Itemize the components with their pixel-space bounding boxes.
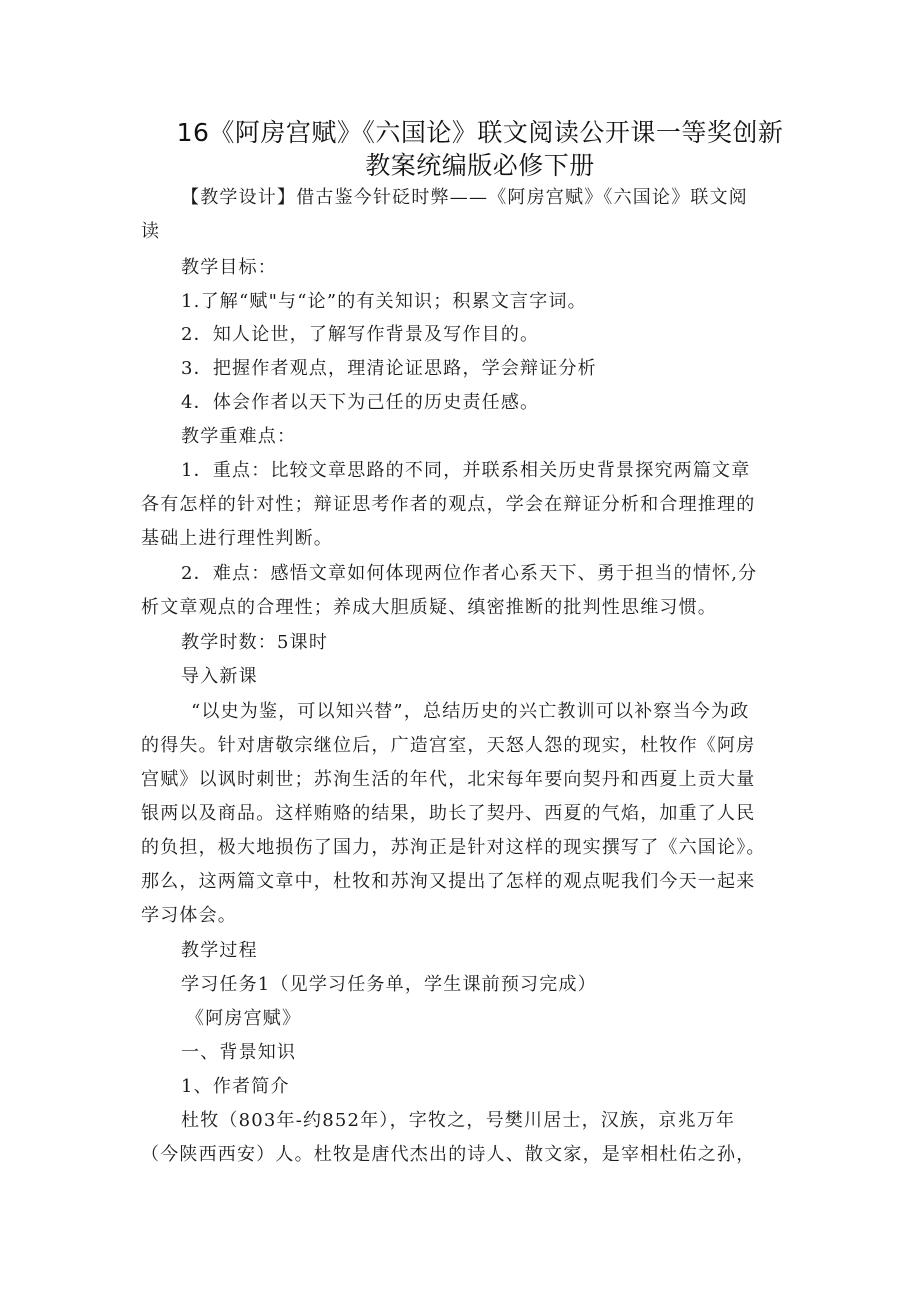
intro-paragraph-line-5: 的负担，极大地损伤了国力，苏洵正是针对这样的现实撰写了《六国论》。 — [141, 837, 766, 858]
author-paragraph-line-2: （今陕西西安）人。杜牧是唐代杰出的诗人、散文家，是宰相杜佑之孙， — [141, 1144, 756, 1165]
intro-paragraph-line-7: 学习体会。 — [141, 905, 237, 926]
key-point-1-line-2: 各有怎样的针对性；辩证思考作者的观点，学会在辩证分析和合理推理的 — [141, 494, 756, 515]
subsection-author-intro: 1、作者简介 — [181, 1076, 290, 1097]
document-title-line-1: 16《阿房宫赋》《六国论》联文阅读公开课一等奖创新 — [176, 118, 784, 147]
text-title: 《阿房宫赋》 — [186, 1008, 302, 1029]
goal-item-2: 2．知人论世，了解写作背景及写作目的。 — [181, 324, 540, 345]
intro-paragraph-line-2: 的得失。针对唐敬宗继位后，广造宫室，天怒人怨的现实，杜牧作《阿房 — [141, 735, 756, 756]
intro-paragraph-line-4: 银两以及商品。这样贿赂的结果，助长了契丹、西夏的气焰，加重了人民 — [141, 803, 756, 824]
section-heading-1: 一、背景知识 — [181, 1042, 297, 1063]
intro-paragraph-line-1: “以史为鉴，可以知兴替”，总结历史的兴亡教训可以补察当今为政 — [191, 701, 750, 722]
process-heading: 教学过程 — [181, 940, 258, 961]
author-paragraph-line-1: 杜牧（803年-约852年），字牧之，号樊川居士，汉族，京兆万年 — [181, 1110, 736, 1131]
intro-paragraph-line-3: 宫赋》以讽时刺世；苏洵生活的年代，北宋每年要向契丹和西夏上贡大量 — [141, 769, 756, 790]
key-points-heading: 教学重难点： — [181, 426, 297, 447]
teaching-design-line-1: 【教学设计】借古鉴今针砭时弊——《阿房宫赋》《六国论》联文阅 — [181, 187, 748, 208]
key-point-2-line-2: 析文章观点的合理性；养成大胆质疑、缜密推断的批判性思维习惯。 — [141, 597, 717, 618]
document-title-line-2: 教案统编版必修下册 — [365, 151, 595, 180]
key-point-1-line-1: 1．重点：比较文章思路的不同，并联系相关历史背景探究两篇文章 — [181, 460, 751, 481]
goal-item-3: 3．把握作者观点，理清论证思路，学会辩证分析 — [181, 358, 597, 379]
goals-heading: 教学目标： — [181, 257, 277, 278]
learning-task-1: 学习任务1（见学习任务单，学生课前预习完成） — [181, 974, 597, 995]
intro-heading: 导入新课 — [181, 666, 258, 687]
key-point-2-line-1: 2．难点：感悟文章如何体现两位作者心系天下、勇于担当的情怀,分 — [181, 563, 758, 584]
goal-item-1: 1.了解“赋"与“论”的有关知识；积累文言字词。 — [181, 291, 587, 312]
goal-item-4: 4．体会作者以天下为己任的历史责任感。 — [181, 392, 540, 413]
teaching-hours: 教学时数：5课时 — [181, 632, 329, 653]
teaching-design-line-2: 读 — [141, 221, 161, 242]
key-point-1-line-3: 基础上进行理性判断。 — [141, 528, 333, 549]
intro-paragraph-line-6: 那么，这两篇文章中，杜牧和苏洵又提出了怎样的观点呢我们今天一起来 — [141, 871, 756, 892]
